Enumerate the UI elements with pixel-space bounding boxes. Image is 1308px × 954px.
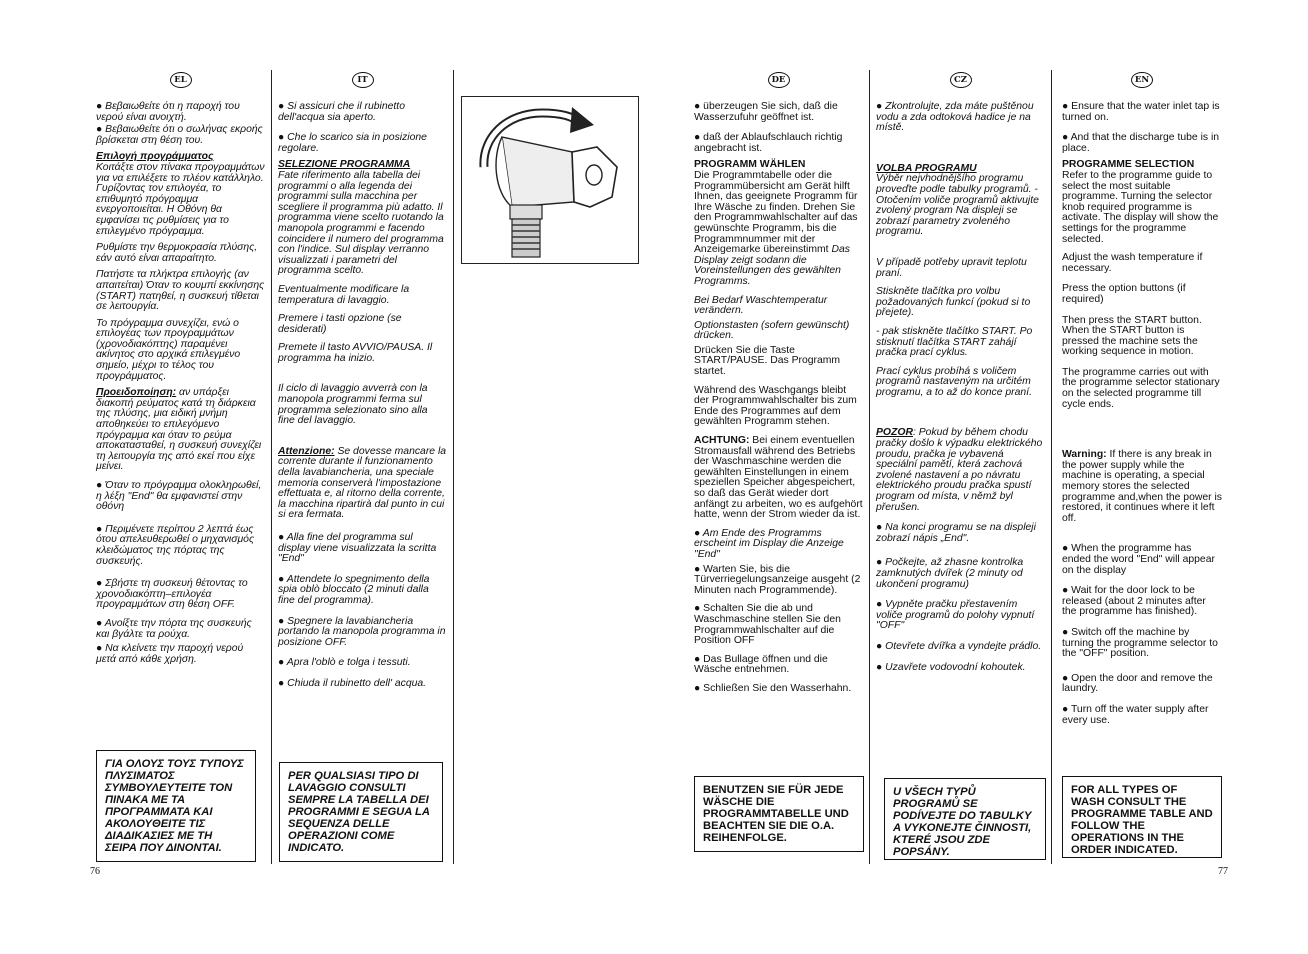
- text-paragraph: ● Počkejte, až zhasne kontrolka zamknutých dvířek (2 minuty od ukončení programu): [876, 557, 1024, 590]
- text-paragraph: Κοιτάξτε στον πίνακα προγραμμάτων για να επιλέξετε το πλέον κατάλληλο. Γυρίζοντας τον επιλογέα, το επιθυμητό πρόγραμμα ενεργοποιείται. Η Οθόνη θα εμφανίσει τις ρυθμίσεις για το επιλεγμένο πρόγραμμα.: [96, 161, 265, 237]
- language-badge-it: IT: [352, 72, 374, 88]
- italian-column: [272, 70, 454, 864]
- text-paragraph: ● Schalten Sie die ab und Waschmaschine stellen Sie den Programmwahlschalter auf die Position OFF: [694, 603, 841, 647]
- text-paragraph: Refer to the programme guide to select the most suitable programme. Turning the selector knob required programme is activate. The display will show the settings for the programme selected.: [1062, 169, 1219, 245]
- text-paragraph: : Pokud by během chodu pračky došlo k výpadku elektrického proudu, pračka je vybavená speciální pamětí, která zachová zvolené nastavení a po návratu elektrického proudu pračka spustí program od místa, v němž byl přerušen.: [876, 427, 1043, 513]
- text-paragraph: ● Spegnere la lavabiancheria portando la manopola programma in posizione OFF.: [278, 615, 446, 648]
- text-paragraph: Das Display zeigt sodann die Voreinstellungen des gewählten Programms.: [694, 244, 850, 287]
- warning-heading: POZOR: [876, 427, 913, 439]
- text-paragraph: Während des Waschgangs bleibt der Programmwahlschalter bis zum Ende des Programmes auf dem gewählten Programm stehen.: [694, 384, 857, 428]
- german-notice-box: BENUTZEN SIE FÜR JEDE WÄSCHE DIE PROGRAMMTABELLE UND BEACHTEN SIE DIE O.A. REIHENFOLGE.: [694, 776, 864, 852]
- text-paragraph: ● Περιμένετε περίπου 2 λεπτά έως ότου απελευθερωθεί ο μηχανισμός κλειδώματος της πόρτας της συσκευής.: [96, 523, 255, 567]
- text-paragraph: ● Si assicuri che il rubinetto dell'acqua sia aperto.: [278, 101, 405, 123]
- tap-illustration-frame: [461, 96, 639, 264]
- greek-notice-box: ΓΙΑ ΟΛΟΥΣ ΤΟΥΣ ΤΥΠΟΥΣ ΠΛΥΣΙΜΑΤΟΣ ΣΥΜΒΟΥΛΕΥΤΕΙΤΕ ΤΟΝ ΠΙΝΑΚΑ ΜΕ ΤΑ ΠΡΟΓΡΑΜΜΑΤΑ ΚΑΙ ΑΚΟΛΟΥΘΕΙΤΕ ΤΙΣ ΔΙΑΔΙΚΑΣΙΕΣ ΜΕ ΤΗ ΣΕΙΡΑ ΠΟΥ ΔΙΝΟΝΤΑΙ.: [96, 750, 256, 862]
- text-paragraph: ● Ensure that the water inlet tap is turned on.: [1062, 101, 1220, 123]
- text-paragraph: Then press the START button. When the START button is pressed the machine sets the working sequence in motion.: [1062, 314, 1202, 358]
- text-paragraph: Die Programmtabelle oder die Programmübersicht am Gerät hilft Ihnen, das geeignete Programm für Ihre Wäsche zu finden. Drehen Sie den Programmwahlschalter auf das gewünschte Programm, bis die Programmnummer mit der Anzeigemarke übereinstimmt: [694, 169, 858, 256]
- german-column: [688, 70, 870, 864]
- text-paragraph: ● Uzavřete vodovodní kohoutek.: [876, 661, 1026, 673]
- text-paragraph: ● Am Ende des Programms erscheint im Display die Anzeige "End": [694, 527, 844, 560]
- text-paragraph: ● daß der Ablaufschlauch richtig angebracht ist.: [694, 132, 843, 154]
- text-paragraph: ● Βεβαιωθείτε ότι ο σωλήνας εκροής βρίσκεται στη θέση του.: [96, 124, 263, 146]
- text-paragraph: ● Turn off the water supply after every use.: [1062, 703, 1209, 726]
- text-paragraph: ● Wait for the door lock to be released (about 2 minutes after the programme has finished).: [1062, 585, 1206, 618]
- text-paragraph: If there is any break in the power supply while the machine is operating, a special memory stores the selected programme and,when the power is restored, it continues where it left off.: [1062, 449, 1222, 524]
- warning-heading: Attenzione:: [278, 445, 335, 457]
- text-paragraph: ● Che lo scarico sia in posizione regolare.: [278, 132, 427, 154]
- water-tap-icon: [462, 97, 638, 263]
- page-number-right: 77: [1218, 866, 1228, 877]
- text-paragraph: ● überzeugen Sie sich, daß die Wasserzufuhr geöffnet ist.: [694, 101, 838, 123]
- section-heading: Επιλογή προγράμματος: [96, 151, 214, 163]
- italian-notice-box: PER QUALSIASI TIPO DI LAVAGGIO CONSULTI SEMPRE LA TABELLA DEI PROGRAMMI E SEGUA LA SEQUENZA DELLE OPERAZIONI COME INDICATO.: [279, 762, 443, 862]
- text-paragraph: Ρυθμίστε την θερμοκρασία πλύσης, εάν αυτό είναι απαραίτητο.: [96, 242, 258, 264]
- text-paragraph: ● Chiuda il rubinetto dell' acqua.: [278, 677, 427, 689]
- text-paragraph: ● Σβήστε τη συσκευή θέτοντας το χρονοδιακόπτη–επιλογέα προγραμμάτων στη θέση OFF.: [96, 578, 248, 611]
- language-badge-cz: CZ: [950, 72, 972, 88]
- text-paragraph: ● Vypněte pračku přestavením voliče programů do polohy vypnutí "OFF": [876, 599, 1035, 632]
- warning-heading: Προειδοποίηση:: [96, 387, 177, 399]
- text-paragraph: ● Όταν το πρόγραμμα ολοκληρωθεί, η λέξη "End" θα εμφανιστεί στην οθόνη: [96, 480, 262, 513]
- text-paragraph: ● Βεβαιωθείτε ότι η παροχή του νερού είναι ανοιχτή.: [96, 101, 240, 123]
- language-badge-el: EL: [170, 72, 192, 88]
- english-notice-box: FOR ALL TYPES OF WASH CONSULT THE PROGRAMME TABLE AND FOLLOW THE OPERATIONS IN THE ORDER INDICATED.: [1062, 776, 1222, 858]
- text-paragraph: Bei Bedarf Waschtemperatur verändern.: [694, 294, 828, 317]
- text-paragraph: ● Ανοίξτε την πόρτα της συσκευής και βγάλτε τα ρούχα.: [96, 617, 252, 640]
- text-paragraph: Eventualmente modificare la temperatura di lavaggio.: [278, 283, 410, 306]
- text-paragraph: ● Das Bullage öffnen und die Wäsche entnehmen.: [694, 653, 828, 676]
- text-paragraph: Stiskněte tlačítka pro volbu požadovaných funkcí (pokud si to přejete).: [876, 286, 1031, 319]
- text-paragraph: Το πρόγραμμα συνεχίζει, ενώ ο επιλογέας των προγραμμάτων (χρονοδιακόπτης) παραμένει ακίνητος στο αρχικά επιλεγμένο σημείο, μέχρι το τέλος του προγράμματος.: [96, 317, 241, 382]
- czech-notice-box: U VŠECH TYPŮ PROGRAMŮ SE PODÍVEJTE DO TABULKY A VYKONEJTE ČINNOSTI, KTERÉ JSOU ZDE POPSÁNY.: [884, 778, 1046, 860]
- warning-heading: Warning:: [1062, 449, 1107, 461]
- text-paragraph: αν υπάρξει διακοπή ρεύματος κατά τη διάρκεια της πλύσης, μια ειδική μνήμη αποθηκεύει το επιλεγόμενο πρόγραμμα και όταν το ρεύμα αποκατασταθεί, η συσκευή συνεχίζει τη λειτουργία της από εκεί που είχε μείνει.: [96, 387, 262, 473]
- text-paragraph: V případě potřeby upravit teplotu praní.: [876, 256, 1027, 279]
- text-paragraph: Se dovesse mancare la corrente durante il funzionamento della lavabiancheria, una speciale memoria conserverà l'impostazione effettuata e, al ritorno della corrente, la macchina ripartirà dal punto in cui si era fermata.: [278, 445, 447, 521]
- section-heading: SELEZIONE PROGRAMMA: [278, 159, 411, 171]
- text-paragraph: ● Open the door and remove the laundry.: [1062, 672, 1213, 695]
- text-paragraph: The programme carries out with the programme selector stationary on the selected programme till cycle ends.: [1062, 366, 1220, 410]
- text-paragraph: ● And that the discharge tube is in place.: [1062, 132, 1220, 154]
- language-badge-en: EN: [1131, 72, 1153, 88]
- text-paragraph: Press the option buttons (if required): [1062, 283, 1186, 305]
- text-paragraph: Πατήστε τα πλήκτρα επιλογής (αν απαιτείται) Όταν το κουμπί εκκίνησης (START) πατηθεί, η συσκευή τίθεται σε λειτουργία.: [96, 269, 265, 313]
- text-paragraph: Výběr nejvhodnějšího programu proveďte podle tabulky programů. - Otočením voliče programů aktivujte zvolený program Na displeji se zobrazí parametry zvoleného programu.: [876, 173, 1039, 238]
- text-paragraph: Il ciclo di lavaggio avverrà con la manopola programmi ferma sul programma selezionato sino alla fine del lavaggio.: [278, 383, 428, 427]
- text-paragraph: ● Warten Sie, bis die Türverriegelungsanzeige ausgeht (2 Minuten nach Programmende).: [694, 563, 861, 596]
- page-number-left: 76: [90, 866, 100, 877]
- text-paragraph: ● Zkontrolujte, zda máte puštěnou vodu a zda odtoková hadice je na místě.: [876, 101, 1034, 134]
- czech-column: [870, 70, 1052, 864]
- text-paragraph: Premere i tasti opzione (se desiderati): [278, 313, 402, 335]
- text-paragraph: Optionstasten (sofern gewünscht) drücken.: [694, 319, 850, 342]
- text-paragraph: ● Na konci programu se na displeji zobrazí nápis „End".: [876, 522, 1036, 544]
- text-paragraph: Premete il tasto AVVIO/PAUSA. Il programma ha inizio.: [278, 342, 433, 364]
- text-paragraph: ● Otevřete dvířka a vyndejte prádlo.: [876, 640, 1042, 652]
- text-paragraph: ● Switch off the machine by turning the programme selector to the "OFF" position.: [1062, 626, 1218, 660]
- text-paragraph: - pak stiskněte tlačítko START. Po stisknutí tlačítka START zahájí pračka prací cyklus.: [876, 325, 1033, 359]
- text-paragraph: ● Να κλείνετε την παροχή νερού μετά από κάθε χρήση.: [96, 643, 244, 665]
- text-paragraph: Bei einem eventuellen Stromausfall während des Betriebs der Waschmaschine werden die gewählten Einstellungen in einem speziellen Speicher abgespeichert, so daß das Gerät wieder dort anfängt zu arbeiten, wo es aufgehört hatte, wenn der Strom wieder da ist.: [694, 435, 863, 521]
- text-paragraph: Prací cyklus probíhá s voličem programů nastaveným na určitém programu, a to až do konce praní.: [876, 365, 1032, 398]
- section-heading: VOLBA PROGRAMU: [876, 162, 977, 174]
- text-paragraph: ● Alla fine del programma sul display viene visualizzata la scritta "End": [278, 532, 437, 565]
- english-column: [1056, 70, 1228, 864]
- text-paragraph: Drücken Sie die Taste START/PAUSE. Das Programm startet.: [694, 344, 841, 378]
- language-badge-de: DE: [768, 72, 790, 88]
- section-heading: PROGRAMM WÄHLEN: [694, 159, 806, 171]
- text-paragraph: ● Attendete lo spegnimento della spia oblò bloccato (2 minuti dalla fine del programma).: [278, 573, 430, 606]
- text-paragraph: Fate riferimento alla tabella dei programmi o alla legenda dei programmi sulla macchina per scegliere il programma più adatto. Il programma viene scelto ruotando la manopola programmi e facendo coincidere il numero del programma con l'indice. Sul display verranno visualizzati i parametri del programma scelto.: [278, 169, 444, 277]
- section-heading: PROGRAMME SELECTION: [1062, 159, 1195, 171]
- warning-heading: ACHTUNG:: [694, 435, 750, 447]
- text-paragraph: Adjust the wash temperature if necessary.: [1062, 252, 1203, 274]
- text-paragraph: ● Schließen Sie den Wasserhahn.: [694, 682, 852, 694]
- text-paragraph: ● Apra l'oblò e tolga i tessuti.: [278, 657, 411, 669]
- greek-column: [90, 70, 272, 864]
- text-paragraph: ● When the programme has ended the word "End" will appear on the display: [1062, 543, 1215, 576]
